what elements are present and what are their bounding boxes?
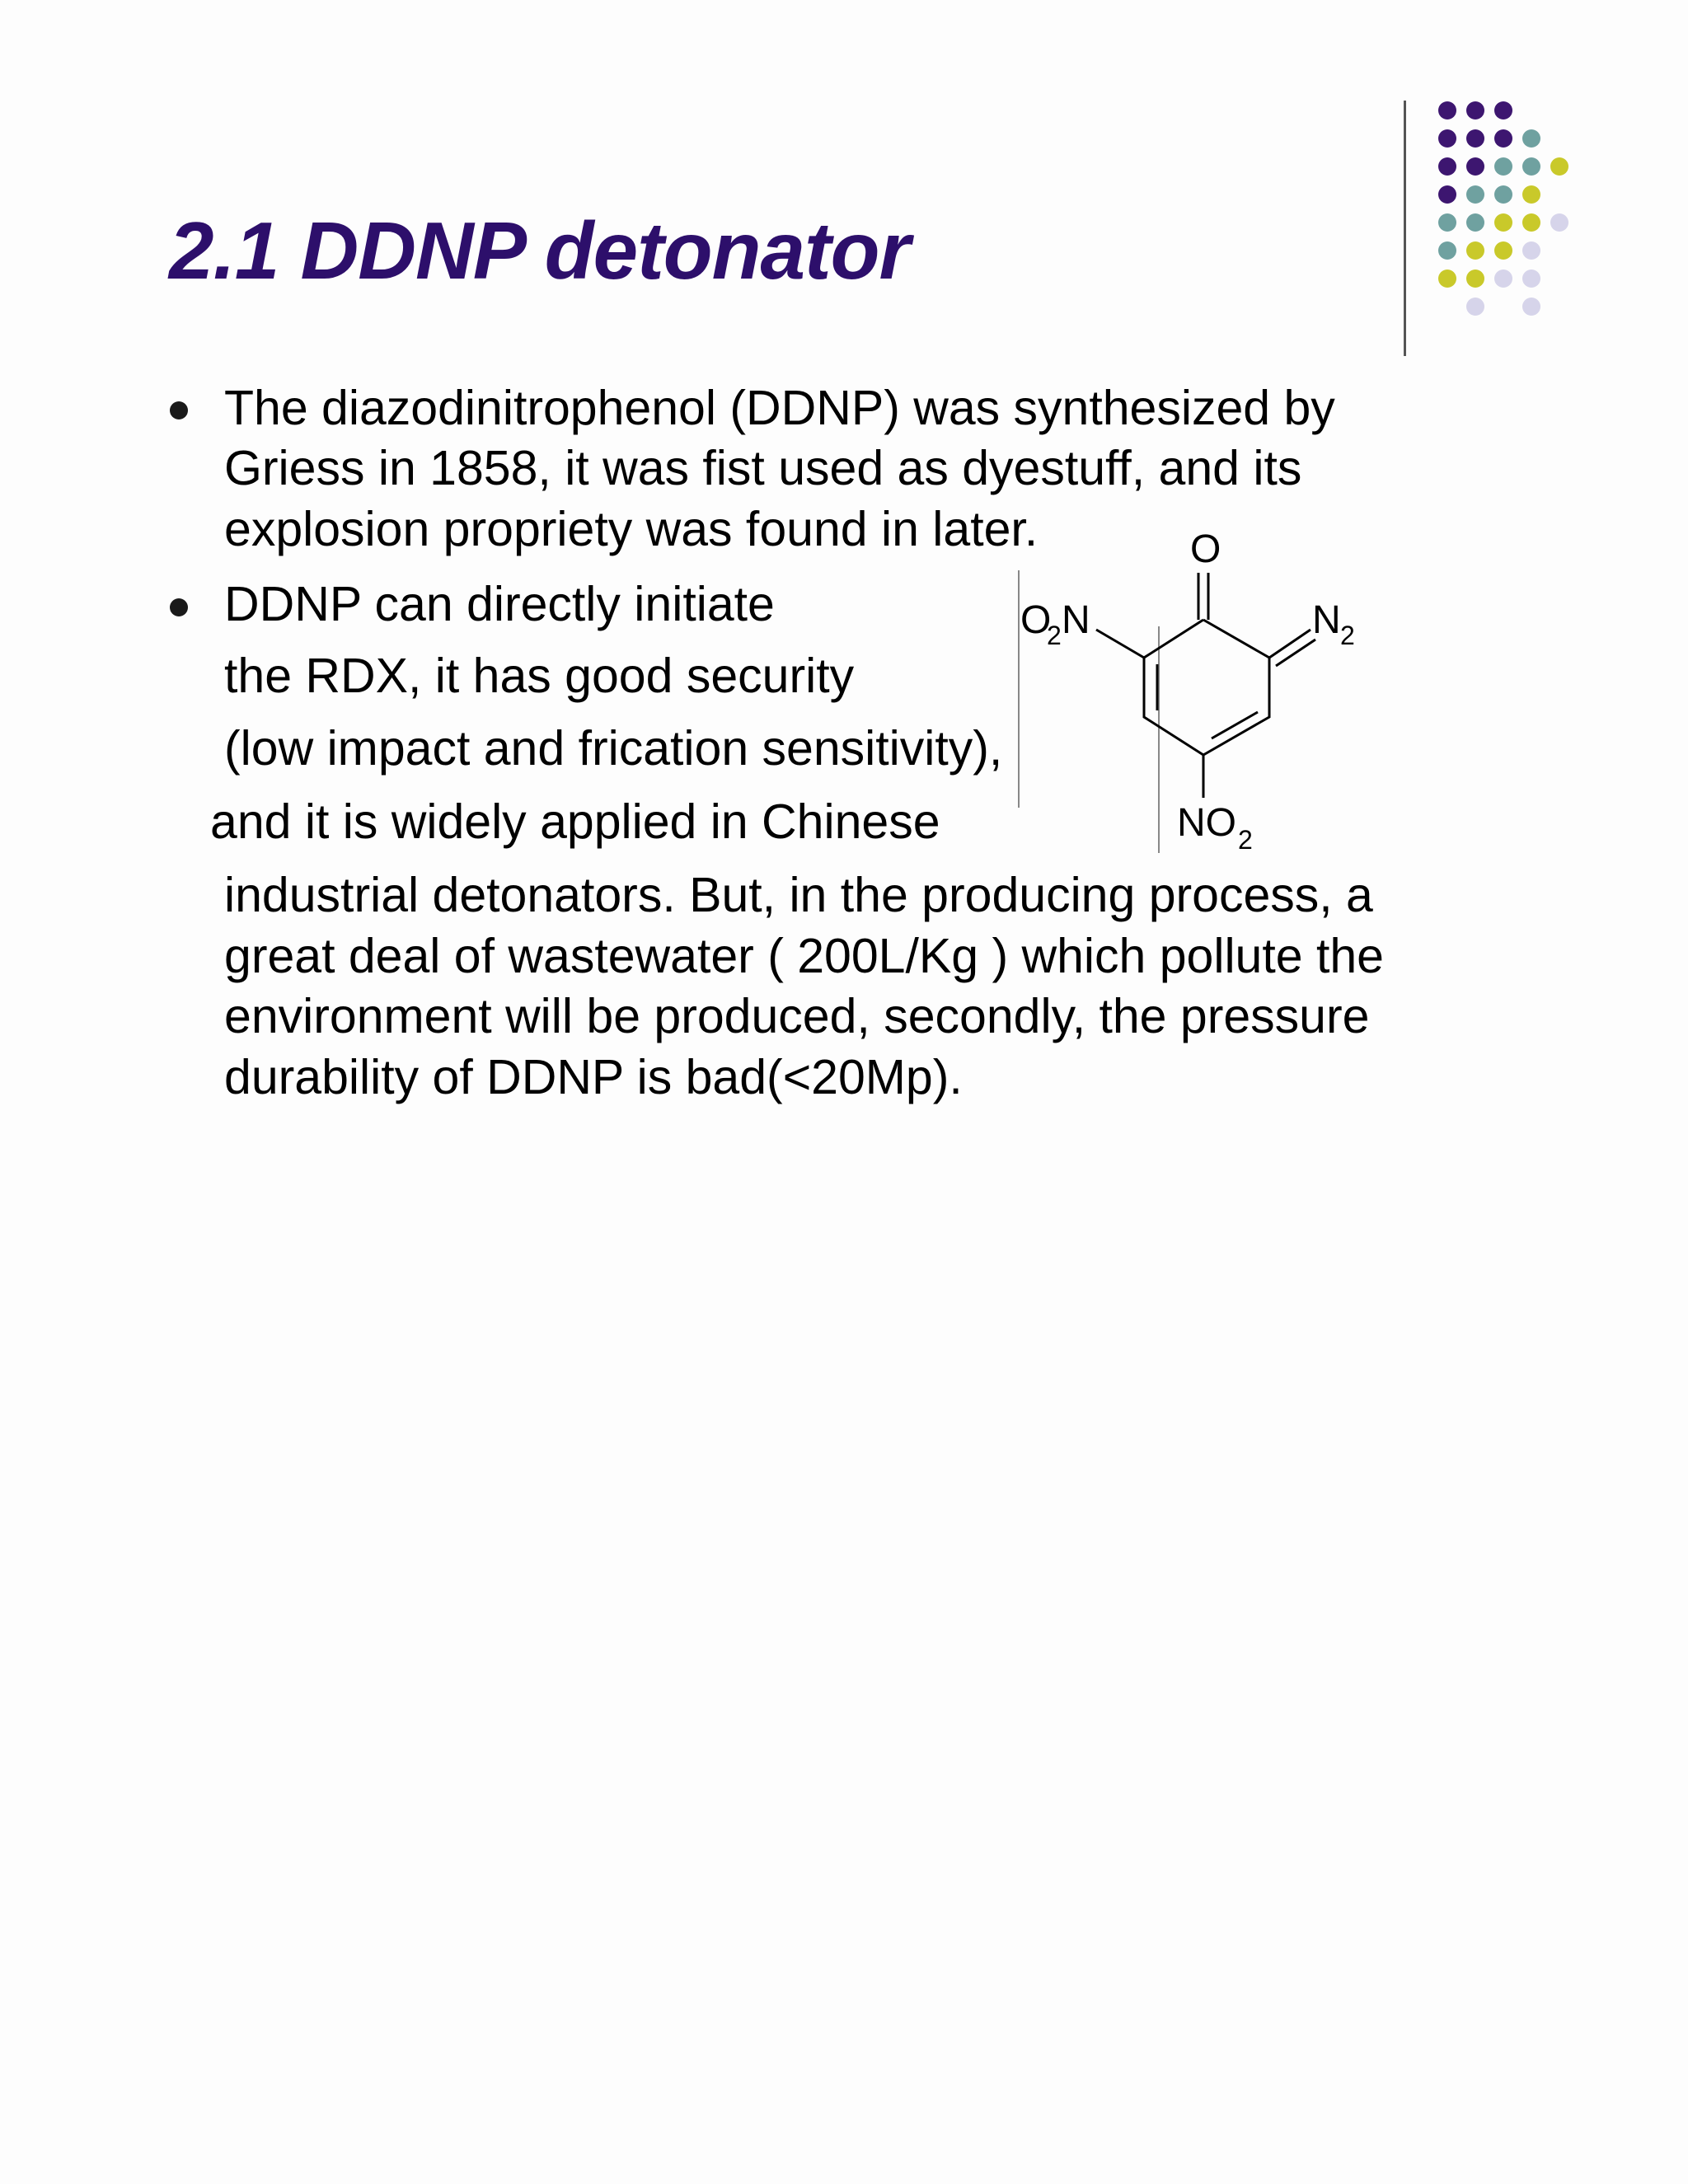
deco-dot bbox=[1466, 157, 1484, 176]
diazo-bond bbox=[1269, 630, 1311, 658]
carbonyl-oxygen-label: O bbox=[1190, 527, 1221, 571]
bullet2-line-2: the RDX, it has good security bbox=[224, 649, 855, 703]
deco-dot bbox=[1494, 269, 1512, 288]
deco-dot bbox=[1522, 213, 1540, 232]
nitro-left-label: O bbox=[1020, 598, 1052, 642]
deco-dot bbox=[1522, 157, 1540, 176]
diazo-bond bbox=[1276, 640, 1315, 666]
bullet2-line-1: DDNP can directly initiate bbox=[224, 577, 775, 631]
deco-dot bbox=[1466, 101, 1484, 120]
deco-dot bbox=[1438, 185, 1456, 204]
deco-dot bbox=[1550, 157, 1568, 176]
deco-dot bbox=[1522, 269, 1540, 288]
nitro-left-bond bbox=[1096, 630, 1144, 658]
diazo-subscript: 2 bbox=[1340, 621, 1355, 650]
benzene-ring bbox=[1144, 620, 1269, 755]
slide-title: 2.1 DDNP detonator bbox=[169, 205, 910, 296]
deco-dot bbox=[1522, 185, 1540, 204]
ring-double-bond bbox=[1212, 712, 1258, 738]
deco-dot bbox=[1522, 129, 1540, 148]
deco-dot bbox=[1522, 298, 1540, 316]
ddnp-structure-diagram bbox=[1014, 519, 1376, 865]
deco-dot bbox=[1466, 241, 1484, 260]
nitro-bottom-subscript: 2 bbox=[1238, 825, 1253, 855]
deco-dot bbox=[1522, 241, 1540, 260]
bullet2-line-3: (low impact and frication sensitivity), bbox=[224, 721, 1003, 776]
bullet1-line-2: Griess in 1858, it was fist used as dyestuff, and its bbox=[224, 441, 1302, 495]
nitro-bottom-label: NO bbox=[1177, 801, 1236, 845]
deco-dot bbox=[1494, 101, 1512, 120]
decorative-dot-grid bbox=[1434, 97, 1582, 328]
nitro-left-label-n: N bbox=[1062, 598, 1090, 642]
bullet-dot bbox=[170, 598, 188, 616]
deco-dot bbox=[1550, 213, 1568, 232]
deco-dot bbox=[1494, 129, 1512, 148]
deco-dot bbox=[1438, 129, 1456, 148]
bullet1-line-1: The diazodinitrophenol (DDNP) was synthesized by bbox=[224, 381, 1335, 435]
deco-dot bbox=[1466, 129, 1484, 148]
deco-dot bbox=[1438, 241, 1456, 260]
bullet2-line-5: industrial detonators. But, in the producing process, a bbox=[224, 868, 1373, 922]
deco-dot bbox=[1438, 157, 1456, 176]
deco-dot bbox=[1466, 185, 1484, 204]
deco-dot bbox=[1494, 241, 1512, 260]
bullet1-line-3: explosion propriety was found in later. bbox=[224, 502, 1039, 556]
deco-dot bbox=[1466, 213, 1484, 232]
bullet-dot bbox=[170, 401, 188, 419]
nitro-left-subscript: 2 bbox=[1047, 621, 1062, 650]
bullet2-line-7: environment will be produced, secondly, the pressure bbox=[224, 989, 1370, 1043]
bullet2-line-6: great deal of wastewater ( 200L/Kg ) which pollute the bbox=[224, 929, 1384, 983]
deco-dot bbox=[1494, 213, 1512, 232]
deco-dot bbox=[1438, 269, 1456, 288]
deco-dot bbox=[1494, 185, 1512, 204]
deco-dot bbox=[1494, 157, 1512, 176]
bullet2-line-4: and it is widely applied in Chinese bbox=[210, 794, 940, 849]
diazo-label: N bbox=[1312, 598, 1341, 642]
bullet2-line-8: durability of DDNP is bad(<20Mp). bbox=[224, 1050, 963, 1104]
deco-dot bbox=[1438, 213, 1456, 232]
decorative-vertical-rule bbox=[1404, 101, 1406, 356]
deco-dot bbox=[1438, 101, 1456, 120]
deco-dot bbox=[1466, 269, 1484, 288]
deco-dot bbox=[1466, 298, 1484, 316]
